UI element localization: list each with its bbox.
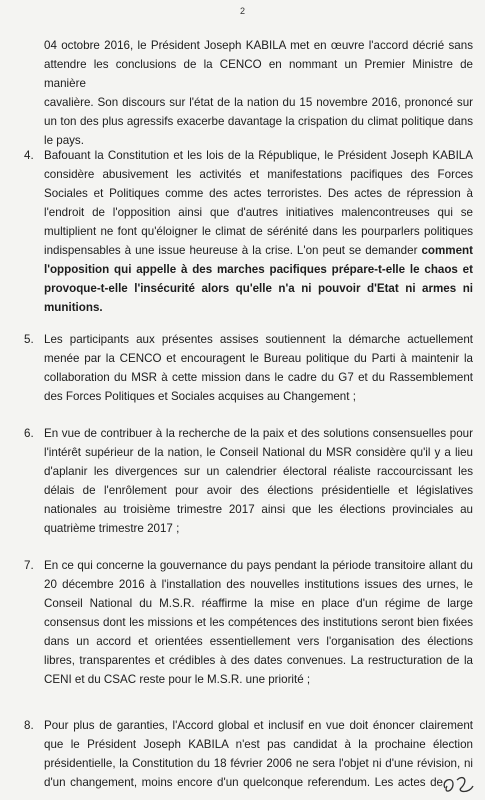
text-line: 04 octobre 2016, le Président Joseph KABILA met en œuvre l'accord décrié sans <box>44 39 473 52</box>
list-item-6 <box>24 424 473 538</box>
text-line: En vue de contribuer à la recherche de la paix et des solutions consensuelles pour <box>44 427 473 440</box>
text-line: CENI et du CSAC reste pour le M.S.R. une priorité ; <box>44 673 311 686</box>
page-number: 2 <box>239 6 245 16</box>
text-line: consensus dont les missions et les compétences des institutions seront bien fixées <box>44 616 473 629</box>
text-line: présidentielle, la Constitution du 18 février 2006 ne sera l'objet ni d'une révision, ni <box>44 757 473 770</box>
text-line: Conseil National du M.S.R. réaffirme la mise en place d'un régime de large <box>44 597 473 610</box>
text-line: délais de l'enrôlement pour avoir des élections présidentielle et législatives <box>44 484 473 497</box>
item-number: 6. <box>24 427 34 440</box>
text-line: que le Président Joseph KABILA n'est pas candidat à la prochaine élection <box>44 738 473 751</box>
text-line: un ton des plus agressifs exacerbe davantage la crispation du climat politique dans <box>44 115 473 128</box>
text-line: des Forces Politiques et Sociales acquises au Changement ; <box>44 390 356 403</box>
item-number: 4. <box>24 149 34 162</box>
text-line <box>44 241 473 260</box>
bold-fragment: comment <box>421 244 473 257</box>
text-line: l'endroit de l'opposition ainsi que d'autres initiatives malencontreuses qui se <box>44 206 473 219</box>
text-line: Sociales et Politiques comme des actes terroristes. Des actes de répression à <box>44 187 473 200</box>
text-line: Les participants aux présentes assises soutiennent la démarche actuellement <box>44 333 473 346</box>
text-line: l'intérêt supérieur de la nation, le Conseil National du MSR considère qu'il y a lieu <box>44 446 473 459</box>
text-line: cavalière. Son discours sur l'état de la nation du 15 novembre 2016, prononcé sur <box>44 96 473 109</box>
bold-line: provoque-t-elle l'insécurité alors qu'elle n'a ni pouvoir d'Etat ni armes ni <box>44 282 473 295</box>
text-line: le pays. <box>44 134 84 147</box>
item-number: 5. <box>24 333 34 346</box>
text-line: nationales au troisième trimestre 2017 ainsi que les élections provinciales au <box>44 503 473 516</box>
text-line: quatrième trimestre 2017 ; <box>44 522 180 535</box>
text-line: collaboration du MSR à cette mission dans le cadre du G7 et du Rassemblement <box>44 371 473 384</box>
bold-line: l'opposition qui appelle à des marches pacifiques prépare-t-elle le chaos et <box>44 263 473 276</box>
handwritten-initials <box>439 770 479 798</box>
text-line: menée par la CENCO et encouragent le Bureau politique du Parti à maintenir la <box>44 352 473 365</box>
text-line: d'aplanir les divergences sur un calendrier électoral réaliste raccourcissant les <box>44 465 473 478</box>
text-line: Bafouant la Constitution et les lois de la République, le Président Joseph KABILA <box>44 149 473 162</box>
text-fragment: indispensables à une issue heureuse à la crise. L'on peut se demander <box>44 244 418 257</box>
text-line: libres, transparentes et crédibles à des dates convenues. La restructuration de la <box>44 654 473 667</box>
text-line: d'un changement, moins encore d'un quelconque referendum. Les actes de <box>44 776 443 789</box>
list-item-4 <box>24 146 473 317</box>
item-number: 7. <box>24 559 34 572</box>
text-line: considère abusivement les activités et manifestations pacifiques des Forces <box>44 168 473 181</box>
text-line: En ce qui concerne la gouvernance du pays pendant la période transitoire allant du <box>44 559 473 572</box>
text-line: dans un accord et orientées essentiellement vers l'organisation des élections <box>44 635 473 648</box>
item-number: 8. <box>24 719 34 732</box>
text-line: 20 décembre 2016 à l'installation des nouvelles institutions issues des urnes, le <box>44 578 473 591</box>
list-item-7 <box>24 556 473 689</box>
text-line: Pour plus de garanties, l'Accord global et inclusif en vue doit énoncer clairement <box>44 719 473 732</box>
intro-paragraph <box>44 36 473 150</box>
text-line: attendre les conclusions de la CENCO en nommant un Premier Ministre de manière <box>44 58 473 90</box>
bold-line: munitions. <box>44 301 103 314</box>
list-item-8 <box>24 716 473 792</box>
list-item-5 <box>24 330 473 406</box>
text-line: multiplient ne font qu'éloigner le climat de sérénité dans les pourparlers politiques <box>44 225 473 238</box>
